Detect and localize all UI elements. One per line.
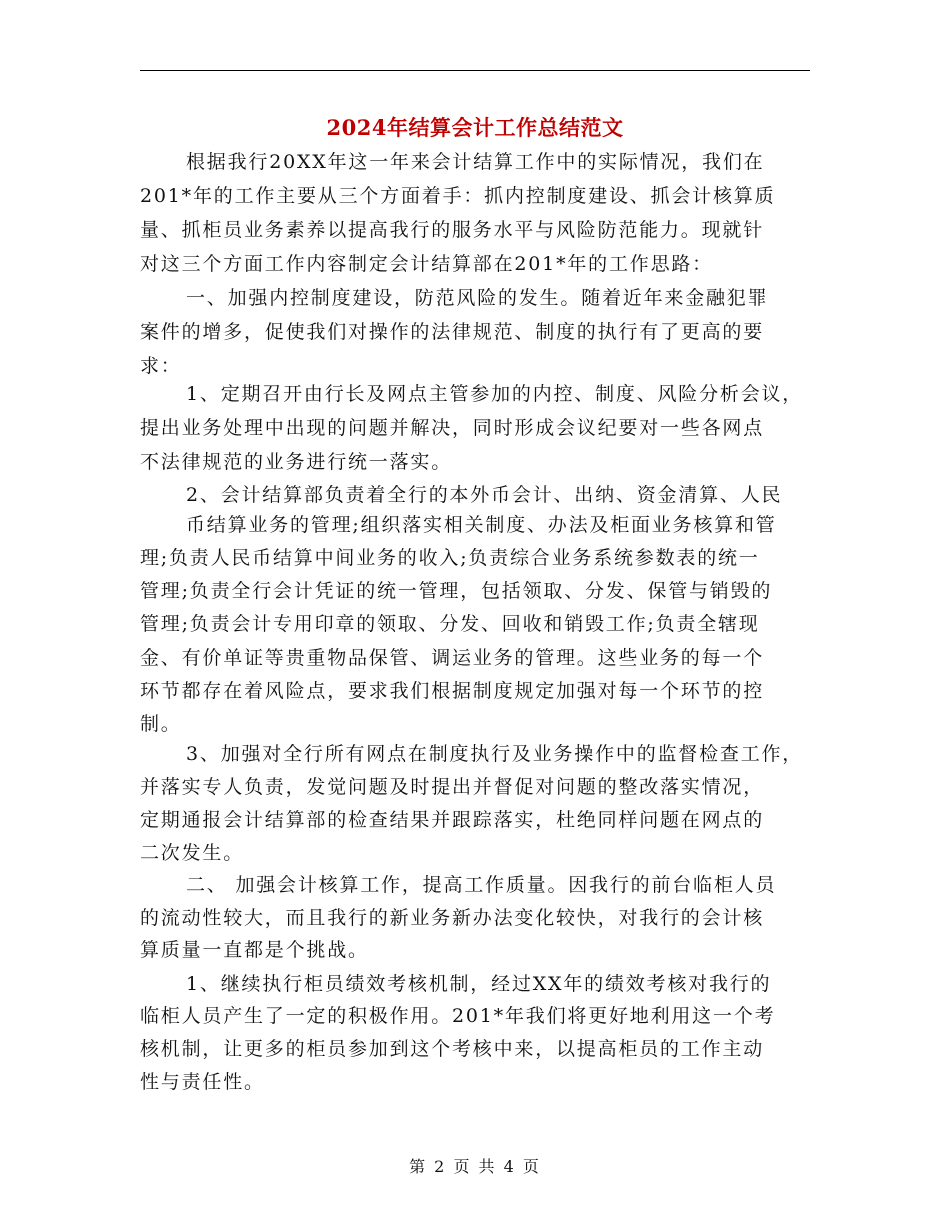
text-line: 理;负责人民币结算中间业务的收入;负责综合业务系统参数表的统一 bbox=[140, 547, 760, 569]
text-line: 金、有价单证等贵重物品保管、调运业务的管理。这些业务的每一个 bbox=[140, 647, 765, 669]
text-line: 核机制，让更多的柜员参加到这个考核中来，以提高柜员的工作主动 bbox=[140, 1038, 765, 1060]
text-line: 环节都存在着风险点，要求我们根据制度规定加强对每一个环节的控 bbox=[140, 680, 765, 702]
text-line: 一、加强内控制度建设，防范风险的发生。随着近年来金融犯罪 bbox=[186, 287, 769, 309]
text-line: 管理;负责全行会计凭证的统一管理，包括领取、分发、保管与销毁的 bbox=[140, 580, 773, 602]
text-line: 制。 bbox=[140, 713, 182, 735]
text-line: 求： bbox=[140, 355, 182, 377]
text-line: 二次发生。 bbox=[140, 842, 245, 864]
text-line: 对这三个方面工作内容制定会计结算部在201*年的工作思路： bbox=[140, 253, 713, 275]
text-line: 1、定期召开由行长及网点主管参加的内控、制度、风险分析会议， bbox=[186, 383, 804, 405]
text-line: 2、会计结算部负责着全行的本外币会计、出纳、资金清算、人民 bbox=[186, 484, 783, 506]
text-line: 临柜人员产生了一定的积极作用。201*年我们将更好地利用这一个考 bbox=[140, 1005, 776, 1027]
text-line: 提出业务处理中出现的问题并解决，同时形成会议纪要对一些各网点 bbox=[140, 417, 765, 439]
text-line: 201*年的工作主要从三个方面着手：抓内控制度建设、抓会计核算质 bbox=[140, 185, 776, 207]
text-line: 根据我行20XX年这一年来会计结算工作中的实际情况，我们在 bbox=[186, 151, 765, 173]
text-line: 管理;负责会计专用印章的领取、分发、回收和销毁工作;负责全辖现 bbox=[140, 613, 760, 635]
text-line: 的流动性较大，而且我行的新业务新办法变化较快，对我行的会计核 bbox=[140, 907, 765, 929]
header-rule bbox=[140, 70, 810, 71]
text-line: 3、加强对全行所有网点在制度执行及业务操作中的监督检查工作， bbox=[186, 743, 804, 765]
text-line: 币结算业务的管理;组织落实相关制度、办法及柜面业务核算和管 bbox=[186, 514, 777, 536]
text-line: 案件的增多，促使我们对操作的法律规范、制度的执行有了更高的要 bbox=[140, 321, 765, 343]
page-number: 第 2 页 共 4 页 bbox=[409, 1157, 541, 1176]
text-line: 二、 加强会计核算工作，提高工作质量。因我行的前台临柜人员 bbox=[186, 874, 777, 896]
text-line: 并落实专人负责，发觉问题及时提出并督促对问题的整改落实情况， bbox=[140, 776, 765, 798]
text-line: 定期通报会计结算部的检查结果并跟踪落实，杜绝同样问题在网点的 bbox=[140, 809, 765, 831]
document-title: 2024年结算会计工作总结范文 bbox=[326, 115, 624, 140]
text-line: 算质量一直都是个挑战。 bbox=[140, 939, 369, 961]
text-line: 1、继续执行柜员绩效考核机制，经过XX年的绩效考核对我行的 bbox=[186, 973, 772, 995]
text-line: 性与责任性。 bbox=[140, 1071, 265, 1093]
text-line: 不法律规范的业务进行统一落实。 bbox=[140, 451, 453, 473]
text-line: 量、抓柜员业务素养以提高我行的服务水平与风险防范能力。现就针 bbox=[140, 219, 765, 241]
